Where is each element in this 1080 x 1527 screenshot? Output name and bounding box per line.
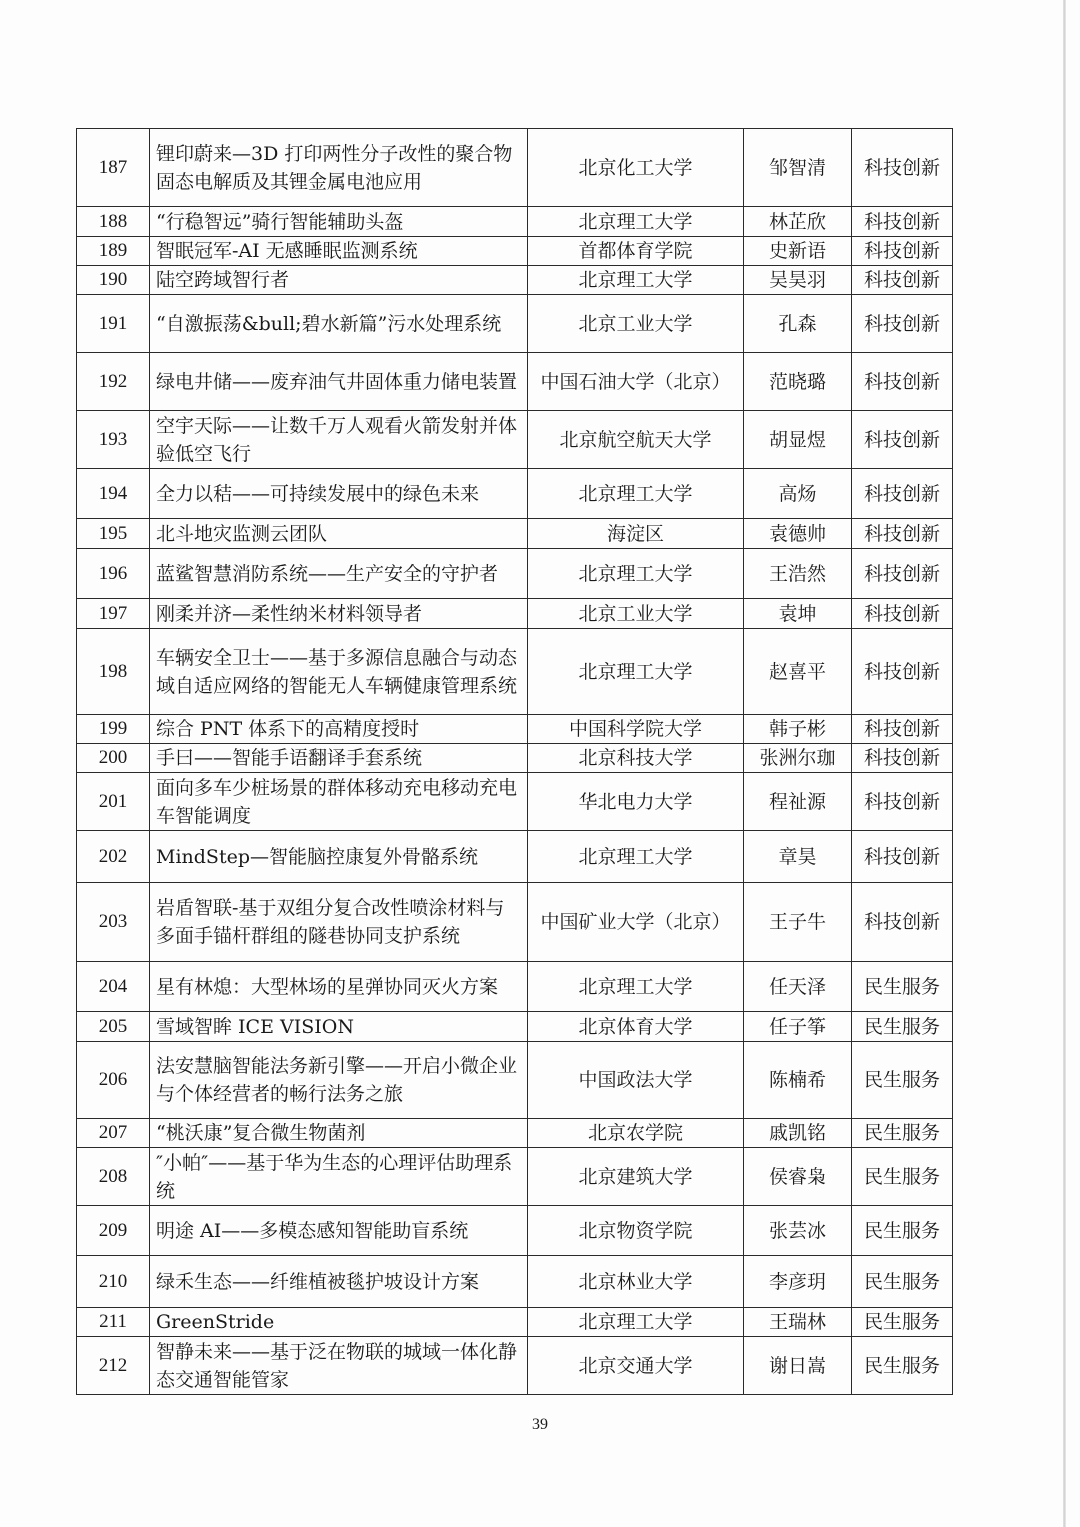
project-name: 蓝鲨智慧消防系统——生产安全的守护者 — [150, 549, 528, 599]
row-number: 192 — [77, 353, 150, 411]
project-name: 绿禾生态——纤维植被毯护坡设计方案 — [150, 1256, 528, 1308]
school-name: 北京理工大学 — [528, 469, 744, 519]
table-row — [77, 1256, 953, 1308]
project-name: 星有林熄：大型林场的星弹协同灭火方案 — [150, 962, 528, 1012]
table-row — [77, 883, 953, 962]
category-label: 民生服务 — [852, 1206, 953, 1256]
leader-name: 韩子彬 — [744, 715, 852, 744]
project-name: 法安慧脑智能法务新引擎——开启小微企业与个体经营者的畅行法务之旅 — [150, 1042, 528, 1119]
leader-name: 王浩然 — [744, 549, 852, 599]
table-row — [77, 129, 953, 207]
row-number: 205 — [77, 1012, 150, 1042]
category-label: 科技创新 — [852, 266, 953, 295]
project-name: 雪域智眸 ICE VISION — [150, 1012, 528, 1042]
row-number: 203 — [77, 883, 150, 962]
leader-name: 史新语 — [744, 237, 852, 266]
table-row — [77, 266, 953, 295]
category-label: 民生服务 — [852, 1012, 953, 1042]
category-label: 科技创新 — [852, 237, 953, 266]
row-number: 210 — [77, 1256, 150, 1308]
leader-name: 孔森 — [744, 295, 852, 353]
project-name: 智静未来——基于泛在物联的城域一体化静态交通智能管家 — [150, 1337, 528, 1395]
school-name: 北京理工大学 — [528, 266, 744, 295]
category-label: 民生服务 — [852, 1119, 953, 1148]
leader-name: 胡显煜 — [744, 411, 852, 469]
page-number: 39 — [532, 1416, 548, 1433]
project-table-body — [77, 129, 953, 1395]
project-name: 手曰——智能手语翻译手套系统 — [150, 744, 528, 773]
category-label: 科技创新 — [852, 744, 953, 773]
leader-name: 林芷欣 — [744, 207, 852, 237]
table-row — [77, 1308, 953, 1337]
school-name: 首都体育学院 — [528, 237, 744, 266]
row-number: 196 — [77, 549, 150, 599]
school-name: 北京理工大学 — [528, 549, 744, 599]
project-name: 刚柔并济—柔性纳米材料领导者 — [150, 599, 528, 629]
project-name: “自激振荡&bull;碧水新篇”污水处理系统 — [150, 295, 528, 353]
project-name: 陆空跨域智行者 — [150, 266, 528, 295]
school-name: 北京航空航天大学 — [528, 411, 744, 469]
category-label: 民生服务 — [852, 962, 953, 1012]
leader-name: 王瑞林 — [744, 1308, 852, 1337]
school-name: 北京化工大学 — [528, 129, 744, 207]
project-name: GreenStride — [150, 1308, 528, 1337]
project-name: 明途 AI——多模态感知智能助盲系统 — [150, 1206, 528, 1256]
category-label: 科技创新 — [852, 519, 953, 549]
row-number: 202 — [77, 831, 150, 883]
leader-name: 任天泽 — [744, 962, 852, 1012]
row-number: 188 — [77, 207, 150, 237]
category-label: 民生服务 — [852, 1148, 953, 1206]
category-label: 科技创新 — [852, 353, 953, 411]
row-number: 195 — [77, 519, 150, 549]
row-number: 194 — [77, 469, 150, 519]
category-label: 科技创新 — [852, 469, 953, 519]
project-name: “行稳智远”骑行智能辅助头盔 — [150, 207, 528, 237]
project-name: 智眠冠军-AI 无感睡眠监测系统 — [150, 237, 528, 266]
leader-name: 侯睿枭 — [744, 1148, 852, 1206]
leader-name: 李彦玥 — [744, 1256, 852, 1308]
school-name: 北京理工大学 — [528, 962, 744, 1012]
leader-name: 谢日嵩 — [744, 1337, 852, 1395]
leader-name: 范晓璐 — [744, 353, 852, 411]
leader-name: 袁坤 — [744, 599, 852, 629]
school-name: 北京工业大学 — [528, 295, 744, 353]
category-label: 民生服务 — [852, 1337, 953, 1395]
category-label: 科技创新 — [852, 831, 953, 883]
row-number: 199 — [77, 715, 150, 744]
school-name: 北京交通大学 — [528, 1337, 744, 1395]
row-number: 212 — [77, 1337, 150, 1395]
project-name: MindStep—智能脑控康复外骨骼系统 — [150, 831, 528, 883]
project-name: 车辆安全卫士——基于多源信息融合与动态域自适应网络的智能无人车辆健康管理系统 — [150, 629, 528, 715]
leader-name: 章昊 — [744, 831, 852, 883]
row-number: 197 — [77, 599, 150, 629]
school-name: 海淀区 — [528, 519, 744, 549]
row-number: 207 — [77, 1119, 150, 1148]
table-row — [77, 1119, 953, 1148]
school-name: 北京理工大学 — [528, 831, 744, 883]
table-row — [77, 744, 953, 773]
category-label: 科技创新 — [852, 411, 953, 469]
project-name: 锂印蔚来—3D 打印两性分子改性的聚合物固态电解质及其锂金属电池应用 — [150, 129, 528, 207]
project-name: ″小帕″——基于华为生态的心理评估助理系统 — [150, 1148, 528, 1206]
category-label: 科技创新 — [852, 715, 953, 744]
row-number: 193 — [77, 411, 150, 469]
leader-name: 赵喜平 — [744, 629, 852, 715]
row-number: 211 — [77, 1308, 150, 1337]
table-row — [77, 207, 953, 237]
leader-name: 陈楠希 — [744, 1042, 852, 1119]
table-row — [77, 519, 953, 549]
row-number: 208 — [77, 1148, 150, 1206]
row-number: 187 — [77, 129, 150, 207]
table-row — [77, 1337, 953, 1395]
school-name: 北京理工大学 — [528, 629, 744, 715]
row-number: 200 — [77, 744, 150, 773]
table-row — [77, 1012, 953, 1042]
table-row — [77, 1148, 953, 1206]
table-row — [77, 469, 953, 519]
table-row — [77, 962, 953, 1012]
leader-name: 张芸冰 — [744, 1206, 852, 1256]
row-number: 201 — [77, 773, 150, 831]
row-number: 189 — [77, 237, 150, 266]
row-number: 198 — [77, 629, 150, 715]
table-row — [77, 599, 953, 629]
leader-name: 邹智清 — [744, 129, 852, 207]
school-name: 北京理工大学 — [528, 207, 744, 237]
school-name: 北京物资学院 — [528, 1206, 744, 1256]
leader-name: 袁德帅 — [744, 519, 852, 549]
school-name: 中国科学院大学 — [528, 715, 744, 744]
row-number: 209 — [77, 1206, 150, 1256]
school-name: 中国政法大学 — [528, 1042, 744, 1119]
leader-name: 王子牛 — [744, 883, 852, 962]
project-name: 全力以秸——可持续发展中的绿色未来 — [150, 469, 528, 519]
table-row — [77, 715, 953, 744]
school-name: 北京林业大学 — [528, 1256, 744, 1308]
table-row — [77, 1042, 953, 1119]
table-row — [77, 1206, 953, 1256]
school-name: 北京体育大学 — [528, 1012, 744, 1042]
leader-name: 吴昊羽 — [744, 266, 852, 295]
category-label: 科技创新 — [852, 883, 953, 962]
project-name: “桃沃康”复合微生物菌剂 — [150, 1119, 528, 1148]
leader-name: 任子筝 — [744, 1012, 852, 1042]
school-name: 北京理工大学 — [528, 1308, 744, 1337]
row-number: 190 — [77, 266, 150, 295]
category-label: 科技创新 — [852, 549, 953, 599]
school-name: 北京农学院 — [528, 1119, 744, 1148]
category-label: 民生服务 — [852, 1042, 953, 1119]
category-label: 科技创新 — [852, 129, 953, 207]
school-name: 北京工业大学 — [528, 599, 744, 629]
category-label: 科技创新 — [852, 207, 953, 237]
table-row — [77, 629, 953, 715]
category-label: 科技创新 — [852, 773, 953, 831]
school-name: 北京科技大学 — [528, 744, 744, 773]
category-label: 科技创新 — [852, 599, 953, 629]
project-name: 岩盾智联-基于双组分复合改性喷涂材料与多面手锚杆群组的隧巷协同支护系统 — [150, 883, 528, 962]
school-name: 华北电力大学 — [528, 773, 744, 831]
row-number: 191 — [77, 295, 150, 353]
table-row — [77, 831, 953, 883]
school-name: 中国石油大学（北京） — [528, 353, 744, 411]
school-name: 北京建筑大学 — [528, 1148, 744, 1206]
table-row — [77, 353, 953, 411]
project-name: 绿电井储——废弃油气井固体重力储电装置 — [150, 353, 528, 411]
row-number: 204 — [77, 962, 150, 1012]
leader-name: 程祉源 — [744, 773, 852, 831]
category-label: 科技创新 — [852, 629, 953, 715]
category-label: 民生服务 — [852, 1308, 953, 1337]
table-row — [77, 411, 953, 469]
leader-name: 戚凯铭 — [744, 1119, 852, 1148]
category-label: 科技创新 — [852, 295, 953, 353]
page-edge-shadow — [1063, 0, 1066, 1527]
row-number: 206 — [77, 1042, 150, 1119]
project-name: 北斗地灾监测云团队 — [150, 519, 528, 549]
project-table — [76, 128, 953, 1395]
leader-name: 张洲尔珈 — [744, 744, 852, 773]
project-name: 空宇天际——让数千万人观看火箭发射并体验低空飞行 — [150, 411, 528, 469]
table-row — [77, 237, 953, 266]
table-row — [77, 773, 953, 831]
leader-name: 高炀 — [744, 469, 852, 519]
project-name: 综合 PNT 体系下的高精度授时 — [150, 715, 528, 744]
category-label: 民生服务 — [852, 1256, 953, 1308]
school-name: 中国矿业大学（北京） — [528, 883, 744, 962]
table-row — [77, 295, 953, 353]
table-row — [77, 549, 953, 599]
project-name: 面向多车少桩场景的群体移动充电移动充电车智能调度 — [150, 773, 528, 831]
